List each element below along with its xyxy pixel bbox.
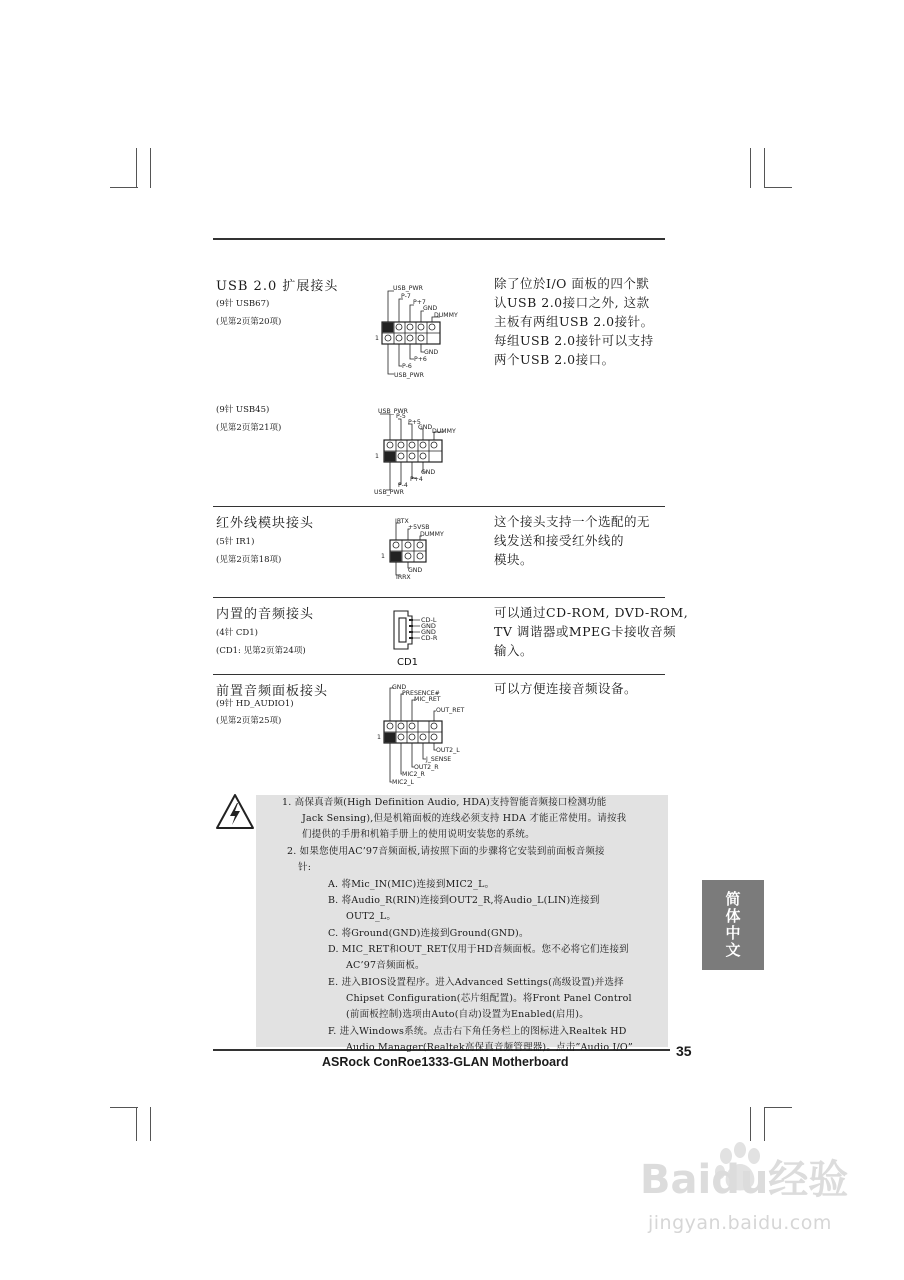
crop-mark [750,1107,751,1141]
section-divider [213,674,665,675]
pin1-marker: 1 [377,734,381,741]
cd-label: CD1 [397,657,419,668]
desc-line: 这个接头支持一个选配的无 [494,514,651,529]
note-line: E. 进入BIOS设置程序。进入Advanced Settings(高级设置)并选择 [328,977,624,988]
pin-label: CD-L [421,616,437,624]
pin-label: GND [421,469,436,476]
section-desc-hdaudio [494,679,637,698]
pin-label: OUT_RET [436,707,465,714]
crop-mark [764,148,765,188]
desc-line: 模块。 [494,552,534,567]
desc-line: 输入。 [494,643,534,658]
pin-label: USB_PWR [394,372,424,379]
section-ref-ir: (见第2页第18项) [216,555,282,565]
pin-label: IRRX [396,574,411,581]
section-title-cd: 内置的音频接头 [216,607,315,622]
pin-label: P+7 [413,299,426,306]
pin-label: P-4 [398,482,408,489]
crop-mark [764,1107,765,1141]
cd-header-diagram [388,607,458,669]
desc-line: 主板有两组USB 2.0接针。 [494,314,654,329]
section-pins-hdaudio: (9针 HD_AUDIO1) [216,699,294,709]
crop-mark [110,187,138,188]
note-line: Jack Sensing),但是机箱面板的连线必须支持 HDA 才能正常使用。请按我 [302,813,627,824]
pin-label: GND [421,622,436,630]
note-line: 2. 如果您使用AC’97音频面板,请按照下面的步骤将它安装到前面板音频接 [287,846,605,857]
pin-label: P+6 [414,356,427,363]
note-line: F. 进入Windows系统。点击右下角任务栏上的图标进入Realtek HD [328,1026,627,1037]
watermark-url: jingyan.baidu.com [648,1212,832,1234]
section-title-usb: USB 2.0 扩展接头 [216,279,339,294]
footer-title: ASRock ConRoe1333-GLAN Motherboard [322,1055,569,1069]
page-number: 35 [676,1043,692,1059]
warning-lightning-icon [214,792,256,832]
usb45-header-diagram [372,406,472,498]
pin-label: GND [421,628,436,636]
pin-label: IRTX [395,518,409,525]
crop-mark [750,148,751,188]
pin-label: OUT2_L [436,747,460,754]
desc-line: 可以方便连接音频设备。 [494,681,638,696]
hdaudio-header-diagram [374,683,474,789]
note-line: (前面板控制)选项由Auto(自动)设置为Enabled(启用)。 [346,1009,589,1020]
desc-line: 可以通过CD-ROM, DVD-ROM, [494,605,689,620]
pin-label: GND [424,349,439,356]
pin-label: USB_PWR [374,489,404,496]
crop-mark [150,148,151,188]
pin-label: GND [392,684,407,691]
note-line: C. 将Ground(GND)连接到Ground(GND)。 [328,928,529,939]
desc-line: 认USB 2.0接口之外, 这款 [494,295,650,310]
section-title-ir: 红外线模块接头 [216,516,315,531]
pin-label: MIC2_R [402,771,425,778]
section-divider [213,506,665,507]
usb67-header-diagram [372,282,472,384]
crop-mark [150,1107,151,1141]
note-line: 1. 高保真音频(High Definition Audio, HDA)支持智能音频接口检测功能 [282,797,607,808]
pin-label: DUMMY [432,428,456,435]
watermark-logo: Baidu经验 [640,1157,849,1203]
section-desc-cd [494,603,688,660]
ir-header-diagram [378,516,458,584]
pin1-marker: 1 [375,335,379,342]
pin-label: MIC_RET [414,696,441,703]
note-line: OUT2_L。 [346,911,397,922]
pin-label: DUMMY [420,531,444,538]
pin-label: OUT2_R [414,764,439,771]
section-ref-hdaudio: (见第2页第25项) [216,716,282,726]
crop-mark [764,1107,792,1108]
note-line: AC’97音频面板。 [346,960,425,971]
pin-label: GND [408,567,423,574]
desc-line: 每组USB 2.0接针可以支持 [494,333,654,348]
note-line: 针: [298,862,312,873]
section-desc-usb [494,274,654,369]
pin-label: P+5 [408,419,421,426]
section-title-hdaudio: 前置音频面板接头 [216,684,329,699]
desc-line: 线发送和接受红外线的 [494,533,625,548]
desc-line: TV 调谐器或MPEG卡接收音频 [494,624,677,639]
crop-mark [136,148,137,188]
section-pins-ir: (5针 IR1) [216,537,255,547]
section-ref-cd: (CD1: 见第2页第24项) [216,646,306,656]
pin-label: P+4 [410,476,423,483]
top-rule [213,238,665,240]
note-line: Audio Manager(Realtek高保真音频管理器)。点击”Audio I/O” [346,1042,633,1053]
section-pins-usb45: (9针 USB45) [216,405,270,415]
crop-mark [764,187,792,188]
section-desc-ir [494,512,650,569]
pin-label: P-7 [401,293,411,300]
language-tab [702,880,764,970]
section-ref-usb67: (见第2页第20项) [216,317,282,327]
section-divider [213,597,665,598]
pin-label: MIC2_L [392,779,414,786]
language-tab-label: 简体中文 [723,891,742,959]
pin-label: J_SENSE [426,756,452,763]
pin1-marker: 1 [375,453,379,460]
note-line: Chipset Configuration(芯片组配置)。将Front Panel Control [346,993,632,1004]
pin-label: DUMMY [434,312,458,319]
desc-line: 除了位於I/O 面板的四个默 [494,276,650,291]
pin-label: P-6 [402,363,412,370]
pin-label: USB_PWR [378,408,408,415]
crop-mark [110,1107,138,1108]
pin1-marker: 1 [381,553,385,560]
note-line: B. 将Audio_R(RIN)连接到OUT2_R,将Audio_L(LIN)连接到 [328,895,600,906]
pin-label: CD-R [421,634,438,642]
pin-label: PRESENCE# [402,690,440,697]
pin-label: P-5 [396,413,406,420]
pin-label: GND [418,424,433,431]
pin-label: +5VSB [408,524,430,531]
section-pins-usb67: (9针 USB67) [216,299,270,309]
pin-label: USB_PWR [393,285,423,292]
note-line: D. MIC_RET和OUT_RET仅用于HD音频面板。您不必将它们连接到 [328,944,629,955]
pin-label: GND [423,305,438,312]
section-ref-usb45: (见第2页第21项) [216,423,282,433]
desc-line: 两个USB 2.0接口。 [494,352,615,367]
crop-mark [136,1107,137,1141]
note-line: 们提供的手册和机箱手册上的使用说明安装您的系统。 [302,829,535,840]
section-pins-cd: (4针 CD1) [216,628,258,638]
note-line: A. 将Mic_IN(MIC)连接到MIC2_L。 [328,879,495,890]
